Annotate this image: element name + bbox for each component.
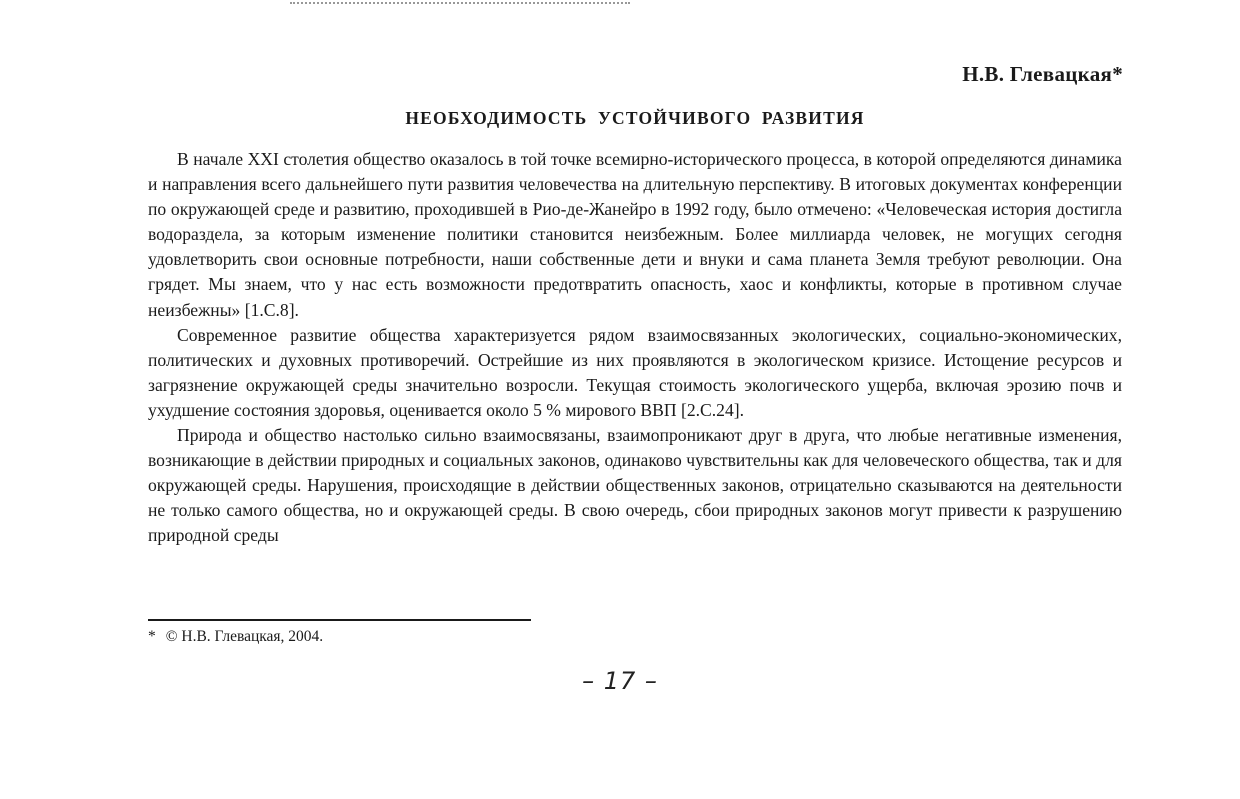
footnote-mark: * <box>148 628 156 645</box>
paragraph: Природа и общество настолько сильно взаимосвязаны, взаимопроникают друг в друга, что любые негативные изменения, возникающие в действии природных и социальных законов, одинаково чувствительны как для человеческого общества, так и для окружающей среды. Нарушения, происходящие в действии общественных законов, отрицательно сказываются на деятельности не только самого общества, но и окружающей среды. В свою очередь, сбои природных законов могут привести к разрушению природной среды <box>148 425 1122 546</box>
paragraph: Современное развитие общества характеризуется рядом взаимосвязанных экологических, социально-экономических, политических и духовных противоречий. Острейшие из них проявляются в экологическом кризисе. Истощение ресурсов и загрязнение окружающей среды значительно возросли. Текущая стоимость экологического ущерба, включая эрозию почв и ухудшение состояния здоровья, оценивается около 5 % мирового ВВП [2.С.24]. <box>148 324 1122 420</box>
footnote-divider <box>148 619 531 621</box>
author-name: Н.В. Глевацкая* <box>962 62 1123 86</box>
footnote-text: © Н.В. Глевацкая, 2004. <box>165 628 324 645</box>
article-body <box>148 147 1122 549</box>
paragraph: В начале XXI столетия общество оказалось в той точке всемирно-исторического процесса, в которой определяются динамика и направления всего дальнейшего пути развития человечества на длительную перспективу. В итоговых документах конференции по окружающей среде и развитию, проходившей в Рио-де-Жанейро в 1992 году, было отмечено: «Человеческая история достигла водораздела, за которым изменение политики становится неизбежным. Более миллиарда человек, не могущих сегодня удовлетворить свои основные потребности, наши собственные дети и внуки и сама планета Земля требуют революции. Она грядет. Мы знаем, что у нас есть возможности предотвратить опасность, хаос и конфликты, которые в противном случае неизбежны» [1.С.8]. <box>148 149 1122 320</box>
previous-page-fragment <box>290 0 630 4</box>
footnote <box>148 627 323 647</box>
page-number: – 17 – <box>582 667 658 695</box>
article-title: НЕОБХОДИМОСТЬ УСТОЙЧИВОГО РАЗВИТИЯ <box>405 108 865 128</box>
